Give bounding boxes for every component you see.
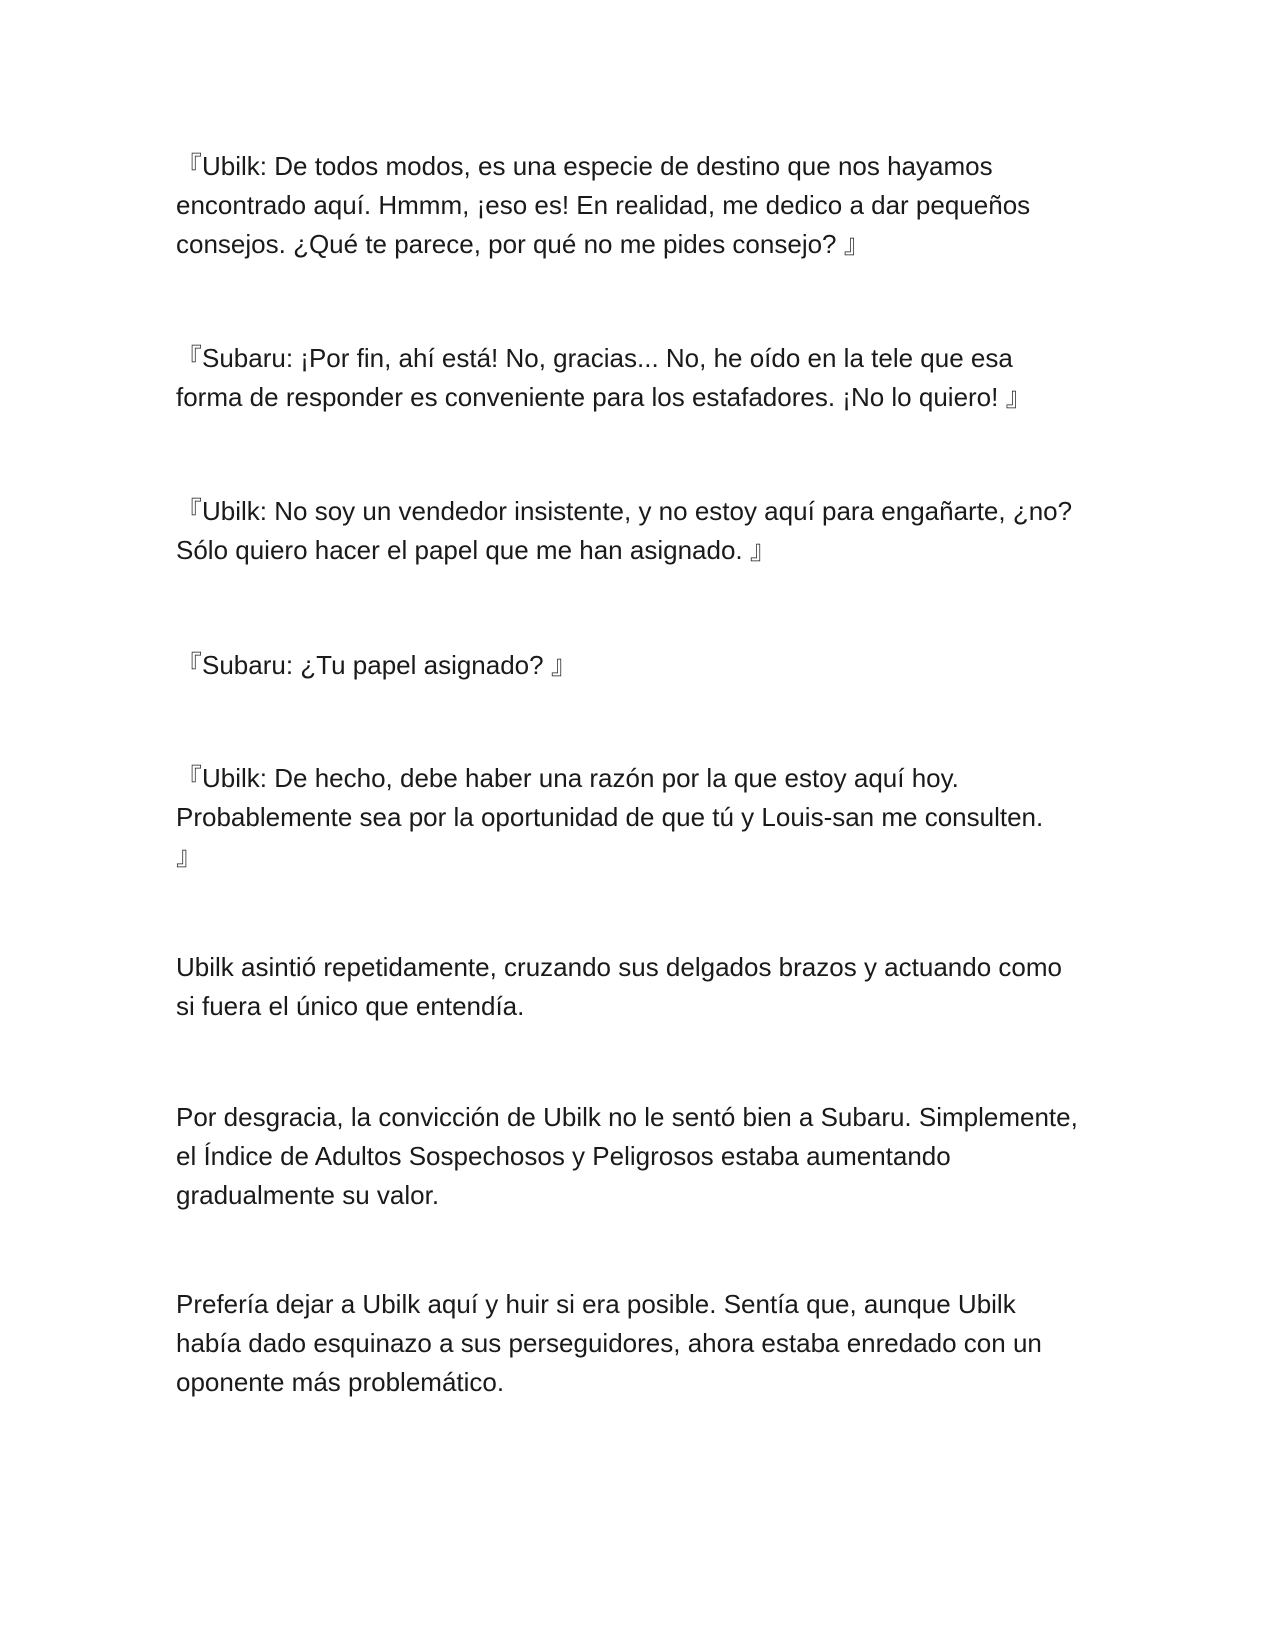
text-line: gradualmente su valor. [176,1180,440,1210]
text-line: Probablemente sea por la oportunidad de que tú y Louis-san me consulten. [176,802,1044,832]
text-line: 『Ubilk: De hecho, debe haber una razón por la que estoy aquí hoy. [176,763,959,793]
text-line: 『Subaru: ¡Por fin, ahí está! No, gracias... No, he oído en la tele que esa [176,343,1013,373]
text-line: Ubilk asintió repetidamente, cruzando sus delgados brazos y actuando como [176,952,1062,982]
text-line: consejos. ¿Qué te parece, por qué no me pides consejo? 』 [176,229,870,259]
dialogue-paragraph-ubilk-3 [176,759,1106,876]
dialogue-paragraph-subaru-2 [176,646,1106,685]
text-line: Por desgracia, la convicción de Ubilk no le sentó bien a Subaru. Simplemente, [176,1102,1078,1132]
text-line: el Índice de Adultos Sospechosos y Peligrosos estaba aumentando [176,1141,951,1171]
text-line: 『Ubilk: De todos modos, es una especie de destino que nos hayamos [176,151,993,181]
narration-paragraph-1 [176,948,1106,1026]
narration-paragraph-3 [176,1285,1106,1402]
text-line: 『Ubilk: No soy un vendedor insistente, y no estoy aquí para engañarte, ¿no? [176,496,1073,526]
text-line: forma de responder es conveniente para los estafadores. ¡No lo quiero! 』 [176,382,1032,412]
text-line: Prefería dejar a Ubilk aquí y huir si era posible. Sentía que, aunque Ubilk [176,1289,1016,1319]
narration-paragraph-2 [176,1098,1106,1215]
text-line: Sólo quiero hacer el papel que me han asignado. 』 [176,535,776,565]
text-line: encontrado aquí. Hmmm, ¡eso es! En realidad, me dedico a dar pequeños [176,190,1031,220]
text-line: 『Subaru: ¿Tu papel asignado? 』 [176,650,577,680]
dialogue-paragraph-ubilk-1 [176,147,1106,264]
text-line: si fuera el único que entendía. [176,991,525,1021]
text-line: oponente más problemático. [176,1367,505,1397]
text-line: 』 [176,841,203,871]
dialogue-paragraph-ubilk-2 [176,492,1106,570]
dialogue-paragraph-subaru-1 [176,339,1106,417]
text-line: había dado esquinazo a sus perseguidores, ahora estaba enredado con un [176,1328,1042,1358]
